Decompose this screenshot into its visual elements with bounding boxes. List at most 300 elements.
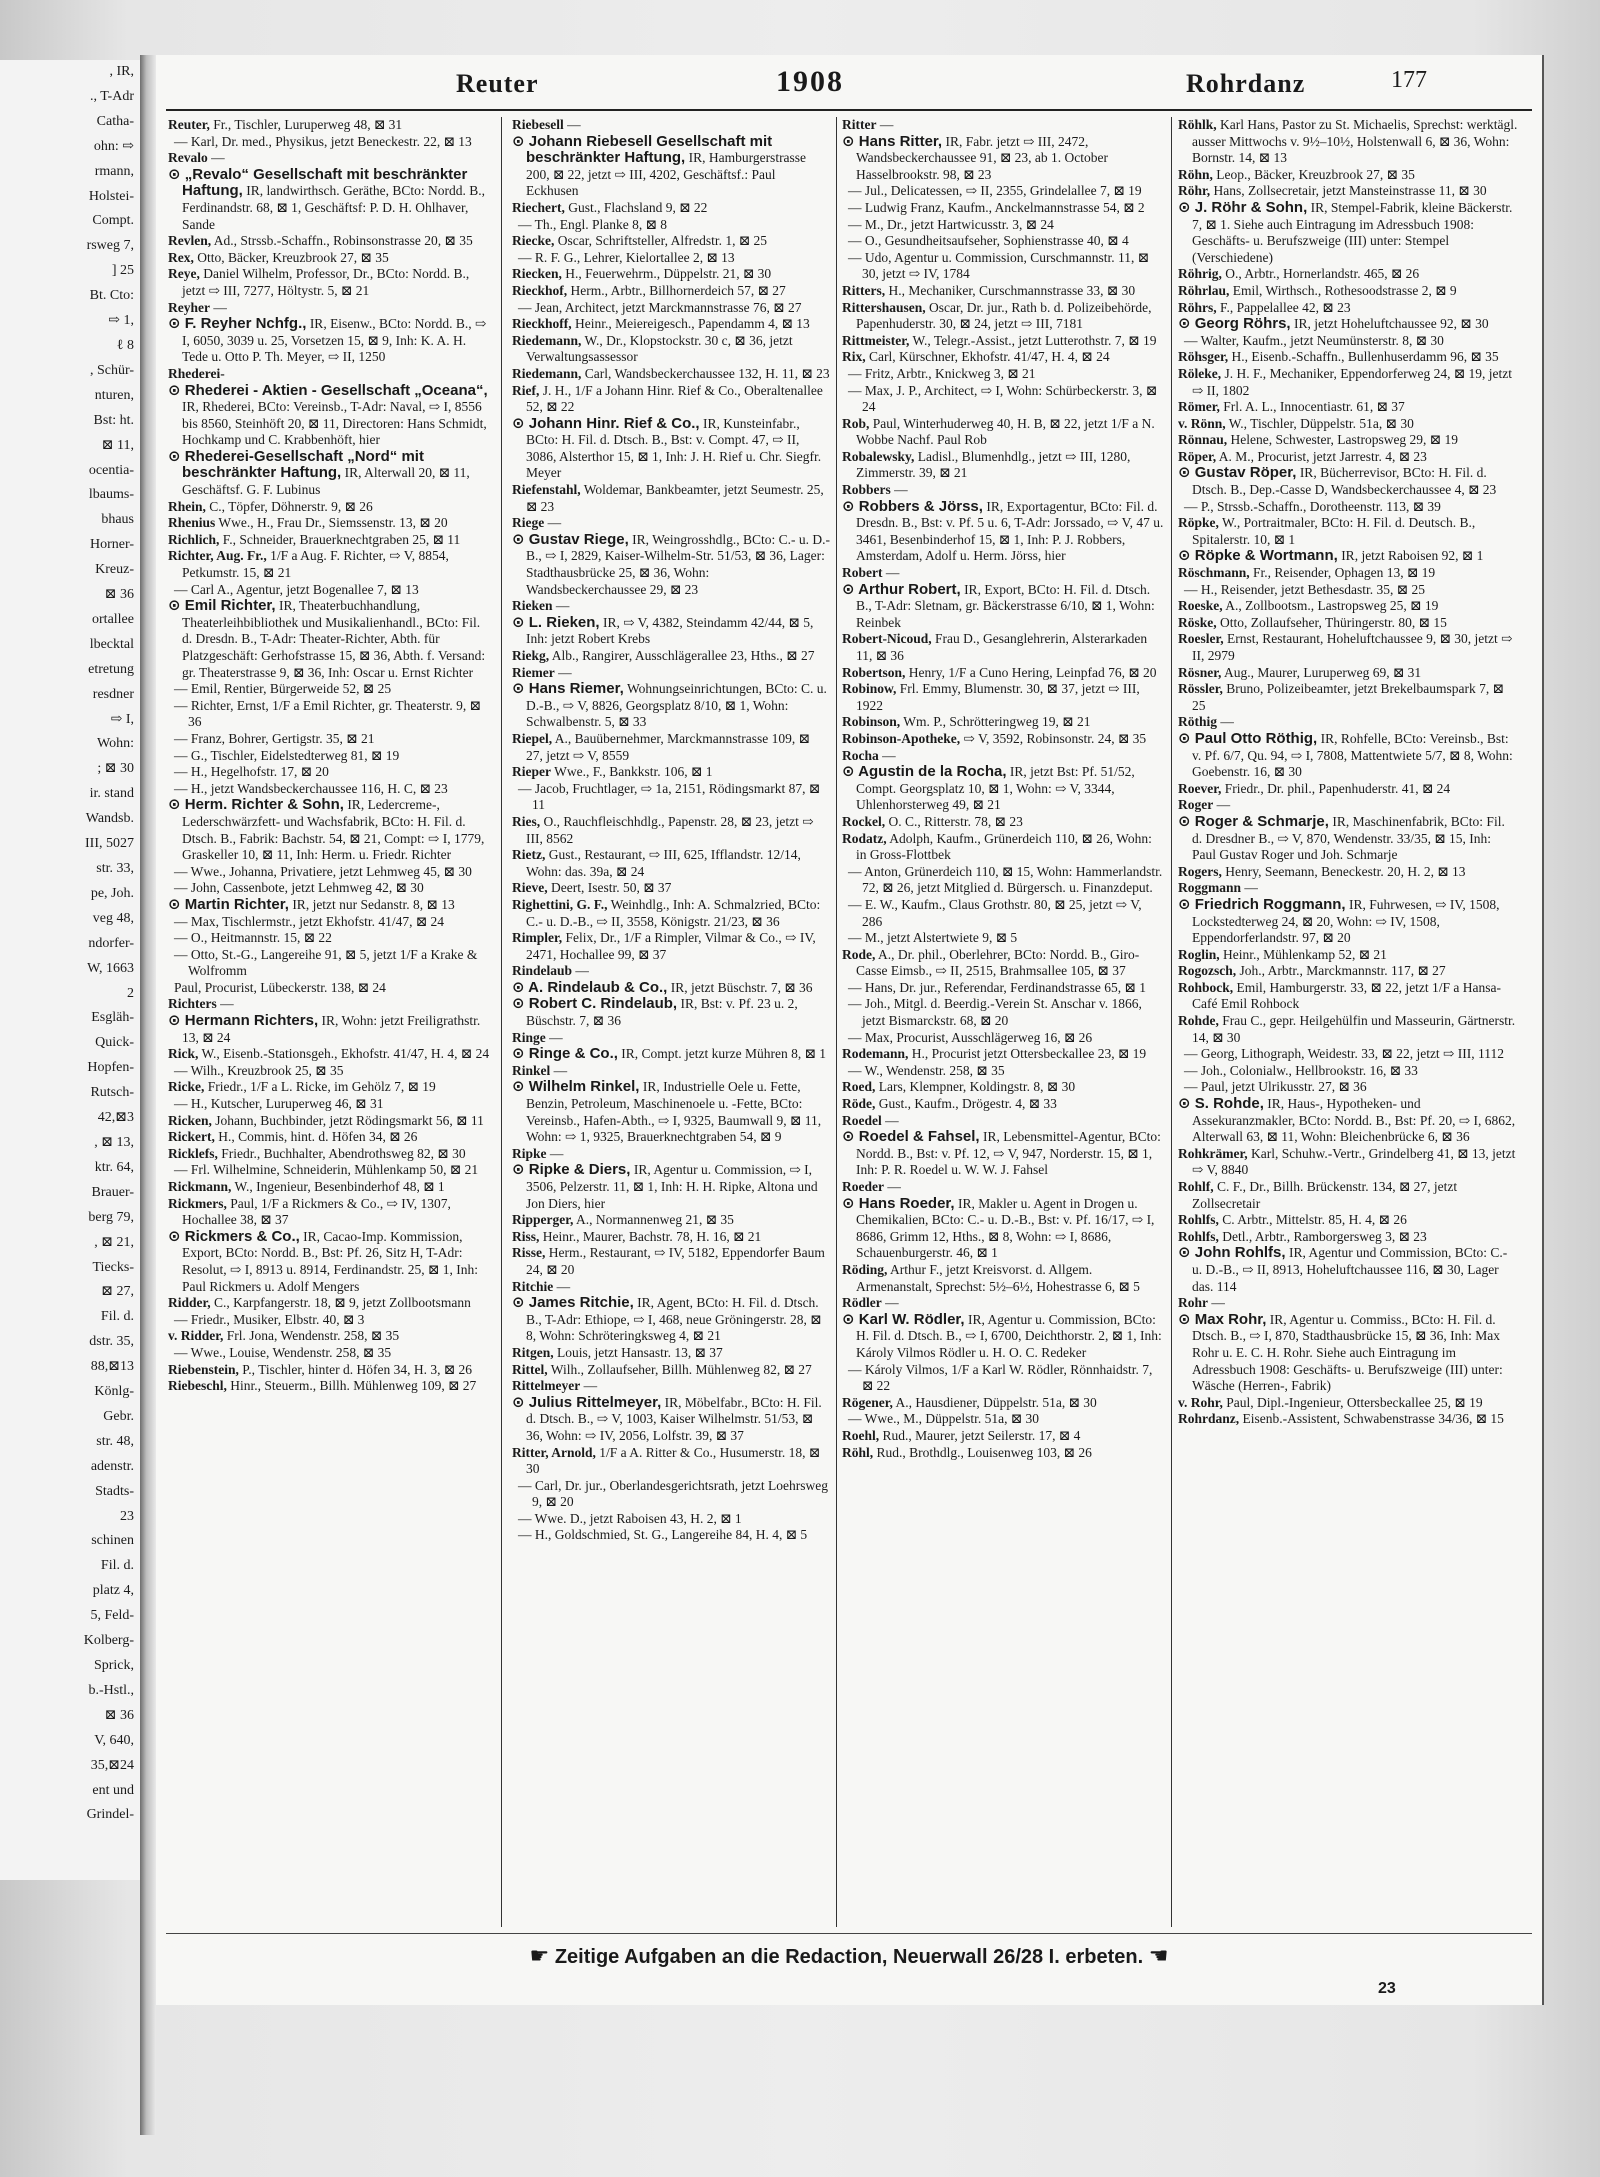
directory-entry — [842, 366, 1164, 383]
column-divider — [836, 117, 837, 1927]
entry-name: ⊙ Hermann Richters, — [168, 1012, 319, 1030]
directory-entry — [842, 200, 1164, 217]
entry-name: Rhederei- — [168, 365, 225, 381]
previous-page-fragment: platz 4, — [92, 1583, 134, 1599]
entry-details: IR, Lebensmittel-Agentur, BCto: Nordd. B., Bst: v. Pf. 12, ⇨ V, 947, Norderstr. 15, ⊠ 1, Inh: P. R. Roedel u. W. W. J. Fahsel — [856, 1129, 1161, 1178]
entry-details: Frl. Jona, Wendenstr. 258, ⊠ 35 — [226, 1328, 400, 1344]
entry-name: ⊙ S. Rohde, — [1178, 1095, 1264, 1113]
directory-entry — [1178, 631, 1518, 664]
directory-entry — [842, 947, 1164, 980]
firm-entry — [842, 499, 1164, 565]
previous-page-fragment: III, 5027 — [85, 836, 134, 852]
entry-name: Richters — [168, 996, 217, 1012]
entry-name: Rohlfs, — [1178, 1212, 1219, 1228]
directory-entry — [1178, 432, 1518, 449]
entry-name: Rieken — [512, 598, 553, 614]
entry-name: Rogers, — [1178, 863, 1222, 879]
previous-page-fragment: nturen, — [94, 387, 134, 403]
previous-page-fragment: Kreuz- — [95, 562, 134, 578]
directory-entry — [842, 1046, 1164, 1063]
column-1 — [168, 117, 491, 1927]
directory-entry — [512, 383, 830, 416]
entry-details: 1/F a A. Ritter & Co., Husumerstr. 18, ⊠ 30 — [526, 1444, 821, 1477]
entry-name: ⊙ Agustin de la Rocha, — [842, 763, 1007, 781]
directory-entry — [842, 1113, 1164, 1130]
firm-entry — [512, 980, 830, 997]
directory-entry — [512, 1279, 830, 1296]
entry-name: Ritgen, — [512, 1344, 554, 1360]
entry-name: Ringe — [512, 1029, 546, 1045]
entry-name: Riebeschl, — [168, 1378, 227, 1394]
previous-page-fragment: , ⊠ 13, — [94, 1134, 134, 1150]
entry-details: — Wwe., Johanna, Privatiere, jetzt Lehmweg 45, ⊠ 30 — [174, 863, 472, 879]
directory-entry — [1178, 266, 1518, 283]
previous-page-fragment: 2 — [127, 985, 134, 1001]
entry-details: — — [1211, 1295, 1225, 1311]
entry-name: Riemer — [512, 664, 555, 680]
entry-details: Paul, 1/F a Rickmers & Co., ⇨ IV, 1307, Hochallee 38, ⊠ 37 — [182, 1195, 451, 1228]
entry-details: H., Mechaniker, Curschmannstrasse 33, ⊠ 30 — [888, 282, 1136, 298]
entry-details: Ladisl., Blumenhdlg., jetzt ⇨ III, 1280, Zimmerstr. 39, ⊠ 21 — [856, 448, 1131, 481]
column-3 — [842, 117, 1164, 1927]
directory-entry — [842, 1395, 1164, 1412]
previous-page-fragment: Bt. Cto: — [89, 288, 134, 304]
previous-page-fragment: Wandsb. — [85, 811, 134, 827]
directory-entry — [168, 250, 491, 267]
entry-name: Rick, — [168, 1046, 199, 1062]
directory-entry — [168, 731, 491, 748]
entry-details: C. Arbtr., Mittelstr. 85, H. 4, ⊠ 26 — [1222, 1212, 1407, 1228]
entry-details: — Georg, Lithograph, Weidestr. 33, ⊠ 22, jetzt ⇨ III, 1112 — [1184, 1046, 1504, 1062]
directory-entry — [1178, 449, 1518, 466]
previous-page-fragment: , ⊠ 21, — [94, 1234, 134, 1250]
entry-details: IR, landwirthsch. Geräthe, BCto: Nordd. B., Ferdinandstr. 68, ⊠ 1, Geschäftsf: P. D. H. Ohlhaver, Sande — [182, 183, 486, 232]
entry-name: ⊙ L. Rieken, — [512, 613, 600, 631]
entry-name: Roeder — [842, 1179, 884, 1194]
firm-entry — [512, 134, 830, 200]
directory-entry — [842, 831, 1164, 864]
entry-name: Riechert, — [512, 199, 565, 215]
directory-entry — [842, 217, 1164, 234]
previous-page-fragment: schinen — [91, 1533, 134, 1549]
entry-details: — — [1216, 797, 1231, 813]
directory-entry — [512, 1378, 830, 1395]
entry-name: Ridder, — [168, 1295, 211, 1311]
entry-name: ⊙ Rickmers & Co., — [168, 1227, 300, 1245]
entry-name: Rex, — [168, 249, 194, 265]
previous-page-fragment: Rutsch- — [90, 1085, 134, 1101]
entry-name: Rodemann, — [842, 1046, 909, 1062]
entry-name: Richlich, — [168, 531, 220, 547]
entry-name: Riefenstahl, — [512, 482, 581, 498]
entry-details: — Franz, Bohrer, Gertigstr. 35, ⊠ 21 — [174, 730, 375, 746]
directory-entry — [842, 1262, 1164, 1295]
previous-page-fragment: ktr. 64, — [94, 1159, 134, 1175]
directory-entry — [168, 1113, 491, 1130]
entry-details: IR, jetzt nur Sedanstr. 8, ⊠ 13 — [292, 896, 455, 912]
entry-details: H., Eisenb.-Schaffn., Bullenhuserdamm 96, ⊠ 35 — [1231, 349, 1499, 365]
directory-entry — [1178, 1411, 1518, 1428]
firm-entry — [842, 134, 1164, 184]
entry-details: 1/F a Aug. F. Richter, ⇨ V, 8854, Petkumstr. 15, ⊠ 21 — [182, 548, 449, 581]
entry-details: — Károly Vilmos, 1/F a Karl W. Rödler, Rönnhaidstr. 7, ⊠ 22 — [848, 1361, 1153, 1394]
directory-entry — [168, 1146, 491, 1163]
previous-page-fragment: Könlg- — [94, 1384, 134, 1400]
directory-entry — [512, 814, 830, 847]
entry-details: J. H. F., Mechaniker, Eppendorferweg 24, ⊠ 19, jetzt ⇨ II, 1802 — [1192, 365, 1512, 398]
entry-details: — — [885, 565, 900, 581]
entry-name: Rinkel — [512, 1062, 551, 1078]
entry-details: Herm., Arbtr., Billhornerdeich 57, ⊠ 27 — [570, 282, 786, 298]
firm-entry — [168, 383, 491, 449]
entry-details: F., Schneider, Brauerknechtgraben 25, ⊠ 11 — [222, 531, 461, 547]
firm-entry — [168, 449, 491, 499]
entry-name: Rindelaub — [512, 963, 573, 979]
directory-entry — [1178, 117, 1518, 167]
entry-details: IR, Agentur u. Commiss., BCto: H. Fil. d. Dtsch. B., ⇨ I, 870, Stadthausbrücke 15, ⊠ 36, Inh: Max Rohr u. E. C. H. Rohr. Siehe auch Eintragung im Adressbuch 1908: Geschäfts- u. Berufszweige (III) unter: Wäsche (Herren-, Fabrik) — [1192, 1311, 1503, 1394]
entry-details: IR, Kunsteinfabr., BCto: H. Fil. d. Dtsch. B., Bst: v. Compt. 47, ⇨ II, 3086, Alsterthor 15, ⊠ 1, Inh: J. H. Rief u. Chr. Siegfr. Meyer — [526, 415, 822, 481]
entry-details: Wilh., Zollaufseher, Billh. Mühlenweg 82, ⊠ 27 — [550, 1361, 812, 1377]
entry-details: — W., Wendenstr. 258, ⊠ 35 — [848, 1062, 1005, 1078]
directory-entry — [1178, 1046, 1518, 1063]
entry-details: — Carl, Dr. jur., Oberlandesgerichtsrath, jetzt Loehrsweg 9, ⊠ 20 — [518, 1477, 829, 1510]
directory-entry — [168, 532, 491, 549]
entry-details: — — [547, 515, 562, 531]
entry-details: IR, jetzt Hoheluftchaussee 92, ⊠ 30 — [1293, 316, 1489, 332]
entry-details: — Wwe., Louise, Wendenstr. 258, ⊠ 35 — [174, 1344, 392, 1360]
directory-entry — [1178, 598, 1518, 615]
previous-page-fragment: berg 79, — [88, 1209, 134, 1225]
directory-entry — [512, 482, 830, 515]
entry-name: Riekg, — [512, 648, 550, 663]
entry-details: Detl., Arbtr., Ramborgersweg 3, ⊠ 23 — [1222, 1228, 1427, 1244]
previous-page-fragment: ⊠ 11, — [101, 437, 134, 453]
directory-entry — [1178, 499, 1518, 516]
entry-name: ⊙ Hans Roeder, — [842, 1194, 955, 1212]
entry-name: ⊙ Johann Riebesell Gesellschaft mit beschränkter Haftung, — [512, 132, 773, 167]
entry-name: Roglin, — [1178, 946, 1220, 962]
entry-name: Riebenstein, — [168, 1361, 239, 1377]
directory-entry — [168, 947, 491, 980]
entry-details: IR, Weingrosshdlg., BCto: C.- u. D.-B., ⇨ I, 2829, Kaiser-Wilhelm-Str. 51/53, ⊠ 36, Lager: Stadthausbrücke 25, ⊠ 36, Wohn: Wandsbeckerchaussee 29, ⊠ 23 — [526, 531, 830, 597]
directory-entry — [512, 366, 830, 383]
entry-details: — — [553, 1062, 568, 1078]
directory-entry — [512, 316, 830, 333]
entry-name: Röhl, — [842, 1444, 874, 1460]
previous-page-fragment: Horner- — [89, 537, 134, 553]
entry-details: Felix, Dr., 1/F a Rimpler, Vilmar & Co., ⇨ IV, 2471, Hochallee 99, ⊠ 37 — [526, 930, 816, 962]
entry-details: Leop., Bäcker, Kreuzbrook 27, ⊠ 35 — [1216, 166, 1415, 182]
entry-details: C. F., Dr., Billh. Brückenstr. 134, ⊠ 27, jetzt Zollsecretair — [1192, 1179, 1458, 1211]
previous-page-fragment: b.-Hstl., — [88, 1682, 134, 1698]
directory-entry — [168, 150, 491, 167]
entry-name: Rodatz, — [842, 830, 887, 846]
entry-details: — Frl. Wilhelmine, Schneiderin, Mühlenkamp 50, ⊠ 21 — [174, 1162, 479, 1178]
entry-details: O., Arbtr., Hornerlandstr. 465, ⊠ 26 — [1225, 266, 1420, 282]
entry-name: Ries, — [512, 813, 541, 829]
entry-details: — Jacob, Fruchtlager, ⇨ 1a, 2151, Rödingsmarkt 87, ⊠ 11 — [518, 780, 821, 813]
previous-page-fragment: ; ⊠ 30 — [97, 761, 134, 777]
previous-page-fragment: 5, Feld- — [90, 1608, 134, 1624]
directory-entry — [1178, 864, 1518, 881]
previous-page-fragment: ocentia- — [88, 462, 134, 478]
entry-name: Rode, — [842, 946, 876, 962]
directory-entry — [512, 930, 830, 963]
entry-name: Robinow, — [842, 681, 897, 697]
directory-entry — [168, 1063, 491, 1080]
firm-entry — [1178, 731, 1518, 781]
entry-details: A. M., Procurist, jetzt Jarrestr. 4, ⊠ 23 — [1218, 448, 1427, 464]
entry-details: IR, jetzt Bst: Pf. 51/52, Compt. Georgsplatz 10, ⊠ 1, Wohn: ⇨ V, 3344, Uhlenhorsterweg 49, ⊠ 21 — [856, 764, 1135, 813]
entry-details: — O., Gesundheitsaufseher, Sophienstrasse 40, ⊠ 4 — [848, 233, 1129, 249]
previous-page-fragment: Catha- — [96, 113, 134, 129]
entry-name: ⊙ Georg Röhrs, — [1178, 315, 1291, 333]
entry-details: IR, Rhederei, BCto: Vereinsb., T-Adr: Naval, ⇨ I, 8556 bis 8560, Steinhöft 20, ⊠ 11, Directoren: Hans Schmidt, Hochkamp und C. Krabbenhöft, hier — [182, 399, 487, 448]
directory-entry — [1178, 515, 1518, 548]
entry-name: ⊙ Ripke & Diers, — [512, 1161, 631, 1179]
directory-entry — [168, 1378, 491, 1395]
directory-entry — [512, 200, 830, 217]
previous-page-fragments — [0, 60, 140, 1828]
entry-details: A., Normannenweg 21, ⊠ 35 — [576, 1212, 734, 1228]
entry-name: Röthig — [1178, 714, 1218, 730]
entry-details: — Anton, Grünerdeich 110, ⊠ 15, Wohn: Hammerlandstr. 72, ⊠ 26, jetzt Mitglied d. Bürgersch. u. Finanzdeput. — [848, 863, 1163, 896]
entry-name: Riege — [512, 515, 545, 531]
entry-name: ⊙ Hans Ritter, — [842, 132, 943, 150]
directory-entry — [842, 1428, 1164, 1445]
directory-entry — [168, 681, 491, 698]
entry-details: IR, Rohfelle, BCto: Vereinsb., Bst: v. Pf. 6/7, Qu. 94, ⇨ I, 7808, Mattentwiete 5/7, ⊠ 8, Wohn: Goebenstr. 16, ⊠ 30 — [1192, 730, 1513, 780]
entry-details: — Wwe. D., jetzt Raboisen 43, H. 2, ⊠ 1 — [518, 1510, 742, 1526]
entry-details: Weinhdlg., Inh: A. Schmalzried, BCto: C.- u. D.-B., ⇨ II, 3558, Königstr. 21/23, ⊠ 36 — [526, 896, 821, 929]
entry-details: IR, Industrielle Oele u. Fette, Benzin, Petroleum, Maschinenoele u. -Fette, BCto: Vereinsb., Hafen-Abth., ⇨ I, 9325, Baumwall 9, ⊠ 11, Wohn: ⇨ 1, 9325, Brauerknechtgraben 54, ⊠ 9 — [526, 1079, 822, 1145]
entry-name: Rhein, — [168, 498, 206, 514]
entry-name: ⊙ Rhederei-Gesellschaft „Nord“ mit beschränkter Haftung, — [168, 447, 424, 482]
entry-name: Röhrig, — [1178, 266, 1222, 282]
entry-name: Riepel, — [512, 730, 553, 746]
entry-details: — — [583, 1378, 598, 1394]
directory-entry — [842, 996, 1164, 1029]
directory-entry — [168, 117, 491, 134]
directory-entry — [512, 764, 830, 781]
directory-entry — [1178, 797, 1518, 814]
directory-entry — [512, 880, 830, 897]
directory-entry — [1178, 781, 1518, 798]
directory-entry — [842, 117, 1164, 134]
column-divider — [1171, 117, 1172, 1927]
entry-name: Robinson-Apotheke, — [842, 730, 961, 746]
directory-entry — [1178, 167, 1518, 184]
entry-details: IR, Theaterbuchhandlung, Theaterleihbibliothek und Musikalienhandl., BCto: Fil. d. Dresdn. B., T-Adr: Theater-Richter, Abth. für Platzgeschäft: Gerhofstrasse 15, ⊠ 36, Abth. f. Versand: gr. Theaterstrasse 9, ⊠ 36, Inh: Oscar u. Ernst Richter — [182, 598, 486, 680]
directory-entry — [842, 349, 1164, 366]
directory-entry — [512, 217, 830, 234]
entry-details: IR, Compt. jetzt kurze Mühren 8, ⊠ 1 — [621, 1046, 827, 1062]
directory-entry — [842, 930, 1164, 947]
entry-name: ⊙ Roger & Schmarje, — [1178, 812, 1329, 830]
directory-entry — [168, 698, 491, 731]
directory-entry — [1178, 582, 1518, 599]
entry-details: — Wwe., M., Düppelstr. 51a, ⊠ 30 — [848, 1411, 1040, 1427]
entry-details: Karl, Schuhw.-Vertr., Grindelberg 41, ⊠ 13, jetzt ⇨ V, 8840 — [1192, 1145, 1516, 1178]
entry-details: — — [549, 1029, 563, 1045]
entry-details: IR, Bst: v. Pf. 23 u. 2, Büschstr. 7, ⊠ 36 — [526, 996, 798, 1029]
directory-entry — [842, 1445, 1164, 1462]
directory-entry — [512, 300, 830, 317]
footer-text: Zeitige Aufgaben an die Redaction, Neuerwall 26/28 I. erbeten. — [554, 1946, 1144, 1968]
entry-details: Herm., Restaurant, ⇨ IV, 5182, Eppendorfer Baum 24, ⊠ 20 — [526, 1245, 825, 1277]
firm-entry — [512, 1295, 830, 1345]
directory-entry — [1178, 1063, 1518, 1080]
entry-name: Römer, — [1178, 399, 1220, 415]
directory-entry — [842, 980, 1164, 997]
entry-details: W., Eisenb.-Stationsgeh., Ekhofstr. 41/47, H. 4, ⊠ 24 — [201, 1046, 490, 1062]
entry-name: Röde, — [842, 1096, 876, 1112]
entry-details: — Max, Procurist, Ausschlägerweg 16, ⊠ 26 — [848, 1029, 1093, 1045]
entry-name: ⊙ Robbers & Jörss, — [842, 497, 983, 515]
entry-name: Rohlf, — [1178, 1179, 1214, 1194]
directory-entry — [842, 283, 1164, 300]
entry-name: v. Rohr, — [1178, 1394, 1223, 1410]
previous-page-fragment: adenstr. — [90, 1458, 134, 1474]
previous-page-fragment: ⊠ 36 — [104, 1707, 134, 1723]
previous-page-fragment: 42,⊠3 — [97, 1110, 134, 1126]
entry-name: Roesler, — [1178, 631, 1224, 647]
directory-entry — [842, 416, 1164, 449]
directory-entry — [1178, 1229, 1518, 1246]
entry-details: Paul, Winterhuderweg 40, H. B, ⊠ 22, jetzt 1/F a N. Wobbe Nachf. Paul Rob — [856, 415, 1155, 448]
entry-name: Rhenius — [168, 515, 216, 531]
entry-name: Robinson, — [842, 714, 901, 730]
entry-details: Lars, Klempner, Koldingstr. 8, ⊠ 30 — [878, 1079, 1076, 1095]
directory-entry — [1178, 1146, 1518, 1179]
entry-details: Helene, Schwester, Lastropsweg 29, ⊠ 19 — [1230, 432, 1458, 448]
column-4 — [1178, 117, 1518, 1927]
directory-entry — [1178, 615, 1518, 632]
firm-entry — [168, 167, 491, 233]
previous-page-fragment: rsweg 7, — [86, 238, 134, 254]
entry-name: Revlen, — [168, 233, 212, 249]
directory-entry — [168, 1362, 491, 1379]
entry-details: — P., Strssb.-Schaffn., Dorotheenstr. 113, ⊠ 39 — [1184, 498, 1441, 514]
entry-details: Johann, Buchbinder, jetzt Rödingsmarkt 56, ⊠ 11 — [215, 1112, 484, 1128]
entry-name: Richter, Aug. Fr., — [168, 548, 267, 564]
entry-details: Louis, jetzt Hansastr. 13, ⊠ 37 — [557, 1344, 723, 1360]
entry-details: — Otto, St.-G., Langereihe 91, ⊠ 5, jetzt 1/F a Krake & Wolfromm — [174, 946, 478, 979]
directory-entry — [1178, 1212, 1518, 1229]
previous-page-fragment: pe, Joh. — [90, 885, 134, 901]
directory-entry — [842, 482, 1164, 499]
directory-entry — [842, 565, 1164, 582]
previous-page-fragment: veg 48, — [92, 910, 134, 926]
entry-details: Friedr., Buchhalter, Abendrothsweg 82, ⊠ 30 — [221, 1145, 466, 1161]
entry-details: — Jean, Architect, jetzt Marckmannstrasse 76, ⊠ 27 — [518, 299, 802, 315]
entry-name: Riecken, — [512, 266, 562, 282]
previous-page-fragment: Fil. d. — [100, 1309, 134, 1325]
previous-page-fragment: Brauer- — [91, 1184, 134, 1200]
directory-entry — [168, 1096, 491, 1113]
entry-name: ⊙ Ringe & Co., — [512, 1045, 618, 1063]
entry-details: Arthur F., jetzt Kreisvorst. d. Allgem. Armenanstalt, Sprechst: 5½–6½, Hohestrasse 6, ⊠ 5 — [856, 1261, 1140, 1294]
directory-entry — [842, 714, 1164, 731]
entry-details: O. C., Ritterstr. 78, ⊠ 23 — [888, 813, 1023, 829]
directory-entry — [842, 383, 1164, 416]
previous-page-fragment: 88,⊠13 — [90, 1359, 134, 1375]
entry-details: — M., jetzt Alstertwiete 9, ⊠ 5 — [848, 930, 1018, 946]
entry-details: Ernst, Restaurant, Hoheluftchaussee 9, ⊠ 30, jetzt ⇨ II, 2979 — [1192, 631, 1513, 663]
entry-details: IR, Agent, BCto: H. Fil. d. Dtsch. B., T-Adr: Ethiope, ⇨ I, 468, neue Gröningerstr. 28, ⊠ 8, Wohn: Schröteringksweg 4, ⊠ 21 — [526, 1295, 822, 1344]
entry-details: Wwe., F., Bankkstr. 106, ⊠ 1 — [554, 764, 713, 780]
directory-entry — [168, 515, 491, 532]
entry-name: Rösner, — [1178, 664, 1222, 680]
entry-name: Rittel, — [512, 1361, 548, 1377]
sheet-signature: 23 — [1378, 1980, 1396, 1997]
entry-details: — Udo, Agentur u. Commission, Curschmannstr. 11, ⊠ 30, jetzt ⇨ IV, 1784 — [848, 249, 1150, 282]
entry-details: — — [549, 1145, 564, 1161]
entry-name: Rickert, — [168, 1129, 215, 1145]
entry-details: H., Procurist jetzt Ottersbeckallee 23, ⊠ 19 — [911, 1046, 1147, 1062]
entry-details: W., Telegr.-Assist., jetzt Lutterothstr. 7, ⊠ 19 — [912, 332, 1157, 348]
header-first-name: Reuter — [456, 69, 539, 98]
entry-name: ⊙ Herm. Richter & Sohn, — [168, 796, 344, 814]
entry-name: Rieckhof, — [512, 282, 568, 298]
previous-page-fragment: V, 640, — [94, 1732, 134, 1748]
entry-name: Rohlfs, — [1178, 1228, 1219, 1244]
entry-name: Ripperger, — [512, 1212, 574, 1228]
column-2 — [512, 117, 830, 1927]
entry-details: — M., Dr., jetzt Hartwicusstr. 3, ⊠ 24 — [848, 216, 1054, 232]
directory-entry — [512, 731, 830, 764]
directory-entry — [168, 980, 491, 997]
entry-name: ⊙ Paul Otto Röthig, — [1178, 729, 1318, 747]
entry-details: Frau C., gepr. Heilgehülfin und Masseurin, Gärtnerstr. 14, ⊠ 30 — [1192, 1013, 1516, 1045]
entry-name: ⊙ A. Rindelaub & Co., — [512, 978, 668, 996]
directory-entry — [168, 266, 491, 299]
entry-details: O., Rauchfleischhdlg., Papenstr. 28, ⊠ 23, jetzt ⇨ III, 8562 — [526, 813, 814, 846]
entry-details: — — [882, 747, 896, 763]
previous-page-fragment: lbecktal — [89, 636, 134, 652]
entry-details: J. H., 1/F a Johann Hinr. Rief & Co., Oberaltenallee 52, ⊠ 22 — [526, 382, 823, 415]
directory-entry — [168, 1129, 491, 1146]
previous-page-fragment: ., T-Adr — [90, 88, 134, 104]
directory-entry — [1178, 300, 1518, 317]
previous-page-fragment: ent und — [92, 1782, 134, 1798]
firm-entry — [512, 1046, 830, 1063]
entry-name: Röding, — [842, 1261, 888, 1277]
entry-details: — — [1244, 880, 1258, 896]
previous-page-fragment: Tiecks- — [92, 1259, 134, 1275]
entry-details: Emil, Hamburgerstr. 33, ⊠ 22, jetzt 1/F a Hansa-Café Emil Rohbock — [1192, 979, 1502, 1012]
entry-name: Rockel, — [842, 813, 886, 829]
previous-page-fragment: Sprick, — [93, 1658, 134, 1673]
directory-entry — [842, 183, 1164, 200]
entry-name: ⊙ Arthur Robert, — [842, 580, 961, 598]
previous-page-fragment: ⊠ 36 — [104, 587, 134, 603]
firm-entry — [168, 897, 491, 914]
entry-name: ⊙ „Revalo“ Gesellschaft mit beschränkter Haftung, — [168, 165, 468, 200]
directory-entry — [842, 814, 1164, 831]
previous-page-fragment: resdner — [92, 686, 134, 702]
header-year: 1908 — [776, 65, 844, 98]
directory-entry — [842, 731, 1164, 748]
entry-details: — — [567, 117, 581, 132]
entry-details: IR, ⇨ V, 4382, Steindamm 42/44, ⊠ 5, Inh: jetzt Robert Krebs — [526, 614, 814, 647]
entry-details: — H., Reisender, jetzt Bethesdastr. 35, ⊠ 25 — [1184, 581, 1425, 597]
entry-name: Röhn, — [1178, 166, 1213, 182]
previous-page-fragment: Gebr. — [103, 1408, 134, 1424]
entry-name: Rieper — [512, 764, 551, 780]
footer-rule — [166, 1933, 1532, 1934]
directory-entry — [1178, 681, 1518, 714]
